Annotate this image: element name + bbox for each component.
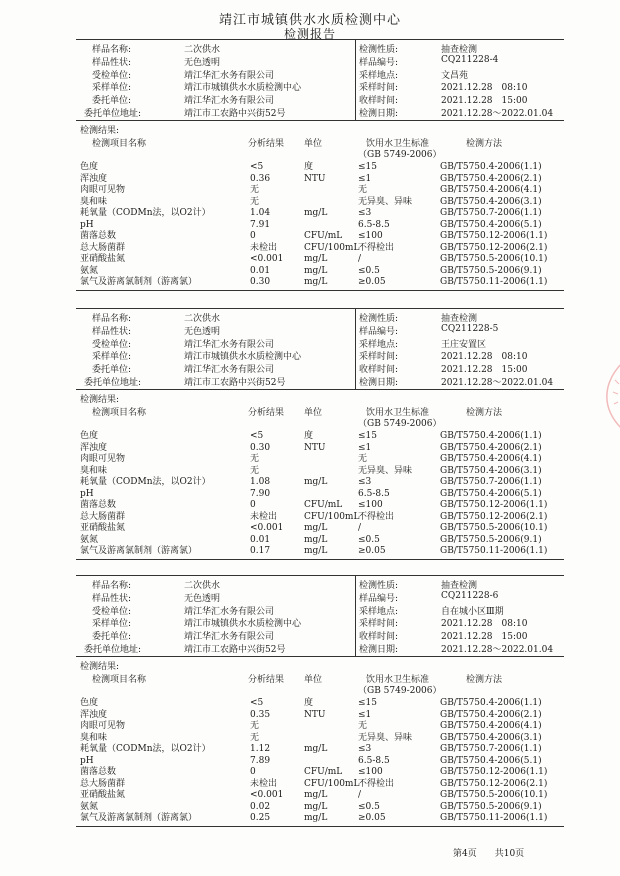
col-header-item: 检测项目名称 — [92, 139, 147, 149]
info-label: 样品名称: — [92, 314, 132, 324]
row-standard: ≤0.5 — [358, 534, 380, 545]
table-bottom-rule — [76, 290, 564, 291]
row-item: 耗氧量（CODMn法，以O2计） — [80, 744, 211, 754]
info-label: 委托单位: — [92, 96, 132, 107]
row-method: GB/T5750.12-2006(1.1) — [440, 500, 548, 510]
row-result: 0 — [250, 231, 256, 241]
row-item: 臭和味 — [80, 732, 108, 743]
row-unit: CFU/100mL — [304, 511, 360, 522]
row-item: 耗氧量（CODMn法，以O2计） — [80, 208, 211, 218]
info-label: 采样地点: — [359, 70, 399, 81]
row-method: GB/T5750.11-2006(1.1) — [440, 813, 548, 823]
info-label: 受检单位: — [92, 606, 132, 617]
row-method: GB/T5750.4-2006(2.1) — [440, 173, 542, 184]
row-method: GB/T5750.4-2006(3.1) — [440, 465, 542, 476]
row-result: 未检出 — [250, 511, 278, 522]
info-value: 抽查检测 — [441, 314, 478, 324]
row-standard: ≤1 — [358, 709, 372, 720]
info-value: 无色透明 — [184, 326, 221, 337]
row-result: 0.25 — [250, 813, 271, 823]
info-value: 靖江华汇水务有限公司 — [184, 96, 275, 107]
col-header-standard: 饮用水卫生标准 — [366, 675, 430, 685]
row-standard: 无 — [358, 185, 368, 195]
row-item: pH — [80, 219, 94, 230]
table-row — [0, 185, 620, 196]
table-row — [0, 277, 620, 288]
row-item: 浑浊度 — [80, 709, 108, 720]
row-method: GB/T5750.4-2006(1.1) — [440, 698, 542, 708]
row-standard: ≥0.05 — [358, 813, 386, 823]
col-header-unit: 单位 — [304, 139, 323, 149]
info-divider — [355, 308, 356, 389]
row-item: 浑浊度 — [80, 173, 108, 184]
row-unit: 度 — [304, 431, 314, 441]
row-item: 臭和味 — [80, 196, 108, 207]
info-label: 采样时间: — [359, 83, 399, 94]
table-row — [0, 443, 620, 454]
info-value: 2021.12.28 08:10 — [441, 352, 528, 363]
row-unit: mg/L — [304, 208, 328, 218]
info-value: 文昌苑 — [441, 70, 469, 81]
col-header-result: 分析结果 — [248, 139, 285, 149]
row-standard: 不得检出 — [358, 511, 395, 522]
info-label: 样品名称: — [92, 45, 132, 55]
top-rule — [76, 308, 564, 309]
info-value: 2021.12.28 08:10 — [441, 619, 528, 630]
col-header-standard: 饮用水卫生标准 — [366, 139, 430, 149]
col-header-result: 分析结果 — [248, 408, 285, 418]
row-standard: ≤1 — [358, 173, 372, 184]
row-unit: mg/L — [304, 277, 328, 287]
row-item: 总大肠菌群 — [80, 778, 126, 789]
row-item: 氯气及游离氯制剂（游离氯） — [80, 546, 198, 556]
table-row — [0, 710, 620, 721]
table-row — [0, 802, 620, 813]
info-divider — [355, 39, 356, 120]
row-unit: mg/L — [304, 477, 328, 487]
row-item: 菌落总数 — [80, 500, 117, 510]
info-label: 样品编号: — [359, 593, 399, 604]
row-method: GB/T5750.4-2006(4.1) — [440, 185, 542, 195]
row-standard: ≤3 — [358, 477, 372, 487]
row-standard: ≤3 — [358, 744, 372, 754]
info-label: 检测性质: — [359, 314, 399, 324]
table-row — [0, 197, 620, 208]
row-standard: ≤0.5 — [358, 801, 380, 812]
row-result: 无 — [250, 454, 260, 464]
row-result: 无 — [250, 185, 260, 195]
row-result: 0.01 — [250, 265, 271, 276]
info-label: 收样时间: — [359, 96, 399, 107]
row-item: 色度 — [80, 431, 99, 441]
info-label: 检测日期: — [359, 645, 399, 655]
col-header-item: 检测项目名称 — [92, 675, 147, 685]
row-method: GB/T5750.4-2006(4.1) — [440, 454, 542, 464]
row-standard: 无异臭、异味 — [358, 196, 413, 207]
info-value: 靖江华汇水务有限公司 — [184, 632, 275, 643]
row-method: GB/T5750.7-2006(1.1) — [440, 744, 542, 754]
col-header-unit: 单位 — [304, 408, 323, 418]
table-row — [0, 790, 620, 801]
row-method: GB/T5750.12-2006(2.1) — [440, 778, 548, 789]
row-method: GB/T5750.12-2006(2.1) — [440, 511, 548, 522]
row-standard: ≤100 — [358, 231, 383, 241]
table-row — [0, 535, 620, 546]
row-method: GB/T5750.4-2006(2.1) — [440, 709, 542, 720]
row-standard: ≤0.5 — [358, 265, 380, 276]
row-result: <0.001 — [250, 523, 284, 533]
results-heading: 检测结果: — [80, 126, 120, 136]
row-result: 1.12 — [250, 744, 271, 754]
info-value: 2021.12.28～2022.01.04 — [441, 378, 554, 388]
info-label: 样品编号: — [359, 57, 399, 68]
table-bottom-rule — [76, 559, 564, 560]
info-value: CQ211228-6 — [441, 590, 499, 601]
row-standard: / — [358, 254, 362, 264]
table-row — [0, 243, 620, 254]
row-method: GB/T5750.4-2006(5.1) — [440, 219, 542, 230]
col-header-standard-sub: （GB 5749-2006） — [358, 686, 442, 696]
row-standard: 6.5-8.5 — [358, 488, 390, 499]
table-row — [0, 208, 620, 219]
info-label: 采样单位: — [92, 619, 132, 630]
row-result: 无 — [250, 732, 260, 743]
row-unit: mg/L — [304, 254, 328, 264]
row-result: <0.001 — [250, 254, 284, 264]
info-label: 采样单位: — [92, 83, 132, 94]
table-row — [0, 721, 620, 732]
info-label: 检测性质: — [359, 581, 399, 591]
info-label: 采样时间: — [359, 619, 399, 630]
row-standard: 不得检出 — [358, 242, 395, 253]
row-method: GB/T5750.11-2006(1.1) — [440, 546, 548, 556]
row-result: 7.90 — [250, 488, 271, 499]
row-method: GB/T5750.4-2006(2.1) — [440, 442, 542, 453]
table-row — [0, 546, 620, 557]
info-value: 2021.12.28 15:00 — [441, 365, 528, 376]
table-row — [0, 744, 620, 755]
row-result: <5 — [250, 698, 264, 708]
info-label: 受检单位: — [92, 339, 132, 350]
row-item: 臭和味 — [80, 465, 108, 476]
info-label: 检测性质: — [359, 45, 399, 55]
info-value: 靖江华汇水务有限公司 — [184, 70, 275, 81]
row-result: 未检出 — [250, 242, 278, 253]
info-value: 靖江市城镇供水水质检测中心 — [184, 619, 302, 630]
info-value: 靖江华汇水务有限公司 — [184, 606, 275, 617]
col-header-unit: 单位 — [304, 675, 323, 685]
row-item: 总大肠菌群 — [80, 511, 126, 522]
info-value: 2021.12.28 15:00 — [441, 96, 528, 107]
row-method: GB/T5750.7-2006(1.1) — [440, 477, 542, 487]
row-method: GB/T5750.5-2006(10.1) — [440, 254, 548, 264]
row-result: 0.17 — [250, 546, 271, 556]
row-item: 氨氮 — [80, 265, 99, 276]
row-item: 肉眼可见物 — [80, 185, 126, 195]
table-row — [0, 477, 620, 488]
row-standard: ≤100 — [358, 767, 383, 777]
info-value: 靖江市工农路中兴街52号 — [184, 378, 286, 388]
info-label: 委托单位: — [92, 632, 132, 643]
results-heading: 检测结果: — [80, 662, 120, 672]
row-unit: CFU/mL — [304, 500, 343, 510]
row-method: GB/T5750.12-2006(1.1) — [440, 231, 548, 241]
info-label: 检测日期: — [359, 378, 399, 388]
row-standard: ≥0.05 — [358, 277, 386, 287]
row-result: 无 — [250, 465, 260, 476]
row-unit: mg/L — [304, 744, 328, 754]
row-standard: / — [358, 523, 362, 533]
col-header-method: 检测方法 — [466, 408, 503, 418]
row-standard: / — [358, 790, 362, 800]
row-item: 氯气及游离氯制剂（游离氯） — [80, 277, 198, 287]
col-header-standard-sub: （GB 5749-2006） — [358, 150, 442, 160]
row-standard: 无异臭、异味 — [358, 732, 413, 743]
row-result: <0.001 — [250, 790, 284, 800]
info-value: 2021.12.28～2022.01.04 — [441, 109, 554, 119]
row-method: GB/T5750.4-2006(1.1) — [440, 431, 542, 441]
info-value: 抽查检测 — [441, 45, 478, 55]
row-result: 1.04 — [250, 208, 271, 218]
table-row — [0, 454, 620, 465]
row-method: GB/T5750.4-2006(1.1) — [440, 162, 542, 172]
row-item: 亚硝酸盐氮 — [80, 523, 126, 533]
table-row — [0, 231, 620, 242]
row-result: <5 — [250, 431, 264, 441]
table-row — [0, 813, 620, 824]
row-item: 氯气及游离氯制剂（游离氯） — [80, 813, 198, 823]
row-standard: 无异臭、异味 — [358, 465, 413, 476]
table-row — [0, 500, 620, 511]
table-row — [0, 512, 620, 523]
info-value: 无色透明 — [184, 57, 221, 68]
info-bottom-rule — [76, 656, 564, 657]
info-value: 二次供水 — [184, 581, 221, 591]
row-method: GB/T5750.7-2006(1.1) — [440, 208, 542, 218]
info-value: 靖江市城镇供水水质检测中心 — [184, 83, 302, 94]
row-item: 菌落总数 — [80, 231, 117, 241]
row-result: 1.08 — [250, 477, 271, 487]
table-row — [0, 523, 620, 534]
row-result: 无 — [250, 721, 260, 731]
info-value: 2021.12.28 15:00 — [441, 632, 528, 643]
table-row — [0, 220, 620, 231]
row-unit: mg/L — [304, 813, 328, 823]
table-row — [0, 756, 620, 767]
top-rule — [76, 575, 564, 576]
info-label: 样品性状: — [92, 57, 132, 68]
row-result: 0.30 — [250, 277, 271, 287]
info-divider — [355, 575, 356, 656]
info-value: 靖江市工农路中兴街52号 — [184, 109, 286, 119]
row-result: 0.01 — [250, 534, 271, 545]
info-value: 二次供水 — [184, 314, 221, 324]
row-method: GB/T5750.4-2006(5.1) — [440, 755, 542, 766]
row-method: GB/T5750.12-2006(2.1) — [440, 242, 548, 253]
row-result: 7.91 — [250, 219, 271, 230]
row-result: 0.30 — [250, 442, 271, 453]
row-standard: 6.5-8.5 — [358, 219, 390, 230]
row-item: 浑浊度 — [80, 442, 108, 453]
row-result: 0.35 — [250, 709, 271, 720]
col-header-method: 检测方法 — [466, 139, 503, 149]
table-row — [0, 698, 620, 709]
row-unit: CFU/100mL — [304, 778, 360, 789]
row-unit: CFU/mL — [304, 231, 343, 241]
info-value: 王庄安置区 — [441, 339, 487, 350]
table-row — [0, 174, 620, 185]
row-unit: CFU/100mL — [304, 242, 360, 253]
row-item: 菌落总数 — [80, 767, 117, 777]
row-result: 未检出 — [250, 778, 278, 789]
row-method: GB/T5750.5-2006(9.1) — [440, 534, 542, 545]
col-header-standard-sub: （GB 5749-2006） — [358, 419, 442, 429]
row-item: pH — [80, 755, 94, 766]
row-unit: NTU — [304, 173, 326, 184]
table-row — [0, 431, 620, 442]
table-row — [0, 767, 620, 778]
row-item: 亚硝酸盐氮 — [80, 254, 126, 264]
info-value: 靖江华汇水务有限公司 — [184, 365, 275, 376]
info-label: 样品编号: — [359, 326, 399, 337]
row-method: GB/T5750.4-2006(4.1) — [440, 721, 542, 731]
info-label: 样品名称: — [92, 581, 132, 591]
row-result: <5 — [250, 162, 264, 172]
row-unit: 度 — [304, 698, 314, 708]
info-label: 收样时间: — [359, 632, 399, 643]
row-item: 肉眼可见物 — [80, 454, 126, 464]
row-result: 0 — [250, 500, 256, 510]
info-value: 无色透明 — [184, 593, 221, 604]
row-unit: 度 — [304, 162, 314, 172]
row-result: 0 — [250, 767, 256, 777]
org-title: 靖江市城镇供水水质检测中心 — [218, 13, 401, 28]
row-standard: ≤1 — [358, 442, 372, 453]
row-item: 色度 — [80, 162, 99, 172]
row-result: 7.89 — [250, 755, 271, 766]
info-value: 2021.12.28～2022.01.04 — [441, 645, 554, 655]
row-unit: CFU/mL — [304, 767, 343, 777]
row-method: GB/T5750.4-2006(3.1) — [440, 732, 542, 743]
row-unit: mg/L — [304, 265, 328, 276]
col-header-result: 分析结果 — [248, 675, 285, 685]
info-label: 采样单位: — [92, 352, 132, 363]
col-header-item: 检测项目名称 — [92, 408, 147, 418]
row-standard: ≤15 — [358, 162, 377, 172]
info-label: 样品性状: — [92, 593, 132, 604]
row-unit: NTU — [304, 442, 326, 453]
info-label: 收样时间: — [359, 365, 399, 376]
table-row — [0, 733, 620, 744]
row-item: 肉眼可见物 — [80, 721, 126, 731]
row-unit: mg/L — [304, 546, 328, 556]
table-row — [0, 254, 620, 265]
info-label: 采样地点: — [359, 606, 399, 617]
page-number: 第4页 共10页 — [453, 849, 525, 859]
info-bottom-rule — [76, 389, 564, 390]
row-method: GB/T5750.5-2006(9.1) — [440, 801, 542, 812]
info-value: 靖江市工农路中兴街52号 — [184, 645, 286, 655]
row-standard: ≤100 — [358, 500, 383, 510]
info-label: 样品性状: — [92, 326, 132, 337]
row-unit: NTU — [304, 709, 326, 720]
row-item: 氨氮 — [80, 534, 99, 545]
row-method: GB/T5750.12-2006(1.1) — [440, 767, 548, 777]
info-value: CQ211228-5 — [441, 323, 499, 334]
row-item: 氨氮 — [80, 801, 99, 812]
row-method: GB/T5750.5-2006(10.1) — [440, 523, 548, 533]
info-value: 自在城小区Ⅲ期 — [441, 606, 504, 617]
table-bottom-rule — [76, 826, 564, 827]
info-label: 采样地点: — [359, 339, 399, 350]
info-label: 委托单位: — [92, 365, 132, 376]
row-method: GB/T5750.5-2006(9.1) — [440, 265, 542, 276]
row-standard: 不得检出 — [358, 778, 395, 789]
info-bottom-rule — [76, 120, 564, 121]
info-value: CQ211228-4 — [441, 54, 499, 65]
red-seal-edge-icon — [585, 360, 620, 430]
info-value: 靖江华汇水务有限公司 — [184, 339, 275, 350]
results-heading: 检测结果: — [80, 395, 120, 405]
row-item: 亚硝酸盐氮 — [80, 790, 126, 800]
info-label: 委托单位地址: — [84, 645, 142, 655]
row-result: 无 — [250, 196, 260, 207]
info-value: 抽查检测 — [441, 581, 478, 591]
table-row — [0, 266, 620, 277]
row-standard: 6.5-8.5 — [358, 755, 390, 766]
row-result: 0.02 — [250, 801, 271, 812]
row-method: GB/T5750.5-2006(10.1) — [440, 790, 548, 800]
row-unit: mg/L — [304, 534, 328, 545]
row-method: GB/T5750.4-2006(5.1) — [440, 488, 542, 499]
row-item: 总大肠菌群 — [80, 242, 126, 253]
row-standard: ≤3 — [358, 208, 372, 218]
row-unit: mg/L — [304, 790, 328, 800]
row-standard: ≥0.05 — [358, 546, 386, 556]
row-result: 0.36 — [250, 173, 271, 184]
col-header-standard: 饮用水卫生标准 — [366, 408, 430, 418]
info-value: 二次供水 — [184, 45, 221, 55]
row-unit: mg/L — [304, 801, 328, 812]
row-item: 耗氧量（CODMn法，以O2计） — [80, 477, 211, 487]
table-row — [0, 466, 620, 477]
row-method: GB/T5750.11-2006(1.1) — [440, 277, 548, 287]
row-standard: ≤15 — [358, 431, 377, 441]
row-standard: ≤15 — [358, 698, 377, 708]
row-method: GB/T5750.4-2006(3.1) — [440, 196, 542, 207]
row-standard: 无 — [358, 454, 368, 464]
info-label: 采样时间: — [359, 352, 399, 363]
report-title: 检测报告 — [283, 27, 336, 41]
info-label: 委托单位地址: — [84, 109, 142, 119]
info-label: 检测日期: — [359, 109, 399, 119]
info-label: 委托单位地址: — [84, 378, 142, 388]
row-standard: 无 — [358, 721, 368, 731]
info-label: 受检单位: — [92, 70, 132, 81]
table-row — [0, 489, 620, 500]
col-header-method: 检测方法 — [466, 675, 503, 685]
top-rule — [76, 39, 564, 40]
info-value: 靖江市城镇供水水质检测中心 — [184, 352, 302, 363]
table-row — [0, 779, 620, 790]
table-row — [0, 162, 620, 173]
row-item: 色度 — [80, 698, 99, 708]
info-value: 2021.12.28 08:10 — [441, 83, 528, 94]
row-item: pH — [80, 488, 94, 499]
row-unit: mg/L — [304, 523, 328, 533]
